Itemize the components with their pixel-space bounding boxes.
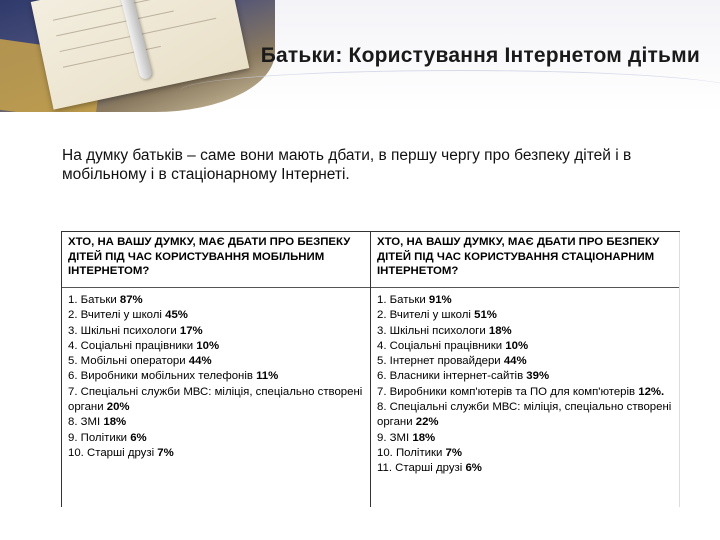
item-percent: 22% xyxy=(415,416,439,429)
item-percent: 44% xyxy=(503,355,527,368)
item-percent: 44% xyxy=(188,355,212,368)
item-percent: 6% xyxy=(465,462,482,475)
header-swoosh xyxy=(180,70,720,111)
list-item xyxy=(68,385,365,416)
mobile-answer-list xyxy=(62,288,370,461)
list-item xyxy=(68,339,365,354)
item-percent: 18% xyxy=(412,431,436,444)
list-item xyxy=(68,431,365,446)
item-label: 4. Соціальні працівники xyxy=(377,339,506,352)
item-label: 9. ЗМІ xyxy=(377,431,413,444)
item-label: 1. Батьки xyxy=(68,294,120,306)
list-item xyxy=(377,369,674,384)
item-percent: 39% xyxy=(526,370,550,383)
item-label: 6. Виробники мобільних телефонів xyxy=(68,370,257,383)
item-label: 9. Політики xyxy=(68,431,131,444)
item-percent: 87% xyxy=(119,294,143,306)
list-item xyxy=(68,354,365,369)
item-label: 7. Виробники комп'ютерів та ПО для комп'ютерів xyxy=(377,385,639,398)
item-percent: 7% xyxy=(445,446,463,459)
list-item xyxy=(68,415,365,430)
item-percent: 51% xyxy=(474,309,497,322)
slide-title: Батьки: Користування Інтернетом дітьми xyxy=(260,44,700,67)
stationary-answer-list xyxy=(371,288,679,477)
list-item xyxy=(68,446,365,461)
item-label: 6. Власники інтернет-сайтів xyxy=(377,370,527,383)
item-label: 7. Спеціальні служби МВС: міліція, спеціально створені органи xyxy=(68,385,363,414)
stationary-question: ХТО, НА ВАШУ ДУМКУ, МАЄ ДБАТИ ПРО БЕЗПЕКУ ДІТЕЙ ПІД ЧАС КОРИСТУВАННЯ СТАЦІОНАРНИМ ІНТЕРНЕТОМ? xyxy=(371,232,679,288)
item-percent: 6% xyxy=(130,431,147,444)
list-item xyxy=(377,324,674,339)
item-percent: 91% xyxy=(428,294,452,306)
item-label: 3. Шкільні психологи xyxy=(377,324,489,337)
stationary-internet-column xyxy=(371,232,680,507)
item-percent: 18% xyxy=(488,324,512,337)
item-label: 10. Старші друзі xyxy=(68,446,158,459)
item-label: 1. Батьки xyxy=(377,294,429,306)
mobile-internet-column xyxy=(62,232,371,507)
item-label: 5. Інтернет провайдери xyxy=(377,355,504,368)
list-item xyxy=(377,339,674,354)
mobile-question: ХТО, НА ВАШУ ДУМКУ, МАЄ ДБАТИ ПРО БЕЗПЕКУ ДІТЕЙ ПІД ЧАС КОРИСТУВАННЯ МОБІЛЬНИМ ІНТЕРНЕТОМ? xyxy=(62,232,370,288)
list-item xyxy=(377,354,674,369)
list-item xyxy=(377,431,674,446)
item-label: 10. Політики xyxy=(377,446,446,459)
item-label: 4. Соціальні працівники xyxy=(68,339,197,352)
item-percent: 10% xyxy=(505,339,529,352)
item-percent: 12%. xyxy=(638,385,665,398)
list-item xyxy=(377,308,674,323)
item-percent: 17% xyxy=(179,324,203,337)
list-item xyxy=(68,308,365,323)
survey-table xyxy=(61,231,680,507)
slide-intro: На думку батьків – саме вони мають дбати, в першу чергу про безпеку дітей і в мобільному і в стаціонарному Інтернеті. xyxy=(62,147,632,183)
item-label: 8. Спеціальні служби МВС: міліція, спеціально створені органи xyxy=(377,401,672,429)
list-item xyxy=(68,293,365,308)
item-percent: 18% xyxy=(103,416,127,429)
list-item xyxy=(377,400,674,431)
item-label: 11. Старші друзі xyxy=(377,462,466,475)
item-label: 2. Вчителі у школі xyxy=(68,309,166,322)
list-item xyxy=(377,446,674,461)
item-percent: 20% xyxy=(106,401,130,414)
item-percent: 7% xyxy=(157,446,174,459)
list-item xyxy=(377,293,674,308)
item-label: 8. ЗМІ xyxy=(68,416,104,429)
list-item xyxy=(68,324,365,339)
item-percent: 10% xyxy=(196,339,220,352)
list-item xyxy=(377,461,674,476)
item-percent: 11% xyxy=(256,370,279,383)
list-item xyxy=(68,369,365,384)
item-label: 2. Вчителі у школі xyxy=(377,309,475,322)
item-label: 3. Шкільні психологи xyxy=(68,324,180,337)
item-label: 5. Мобільні оператори xyxy=(68,355,189,368)
item-percent: 45% xyxy=(165,309,188,322)
list-item xyxy=(377,385,674,400)
